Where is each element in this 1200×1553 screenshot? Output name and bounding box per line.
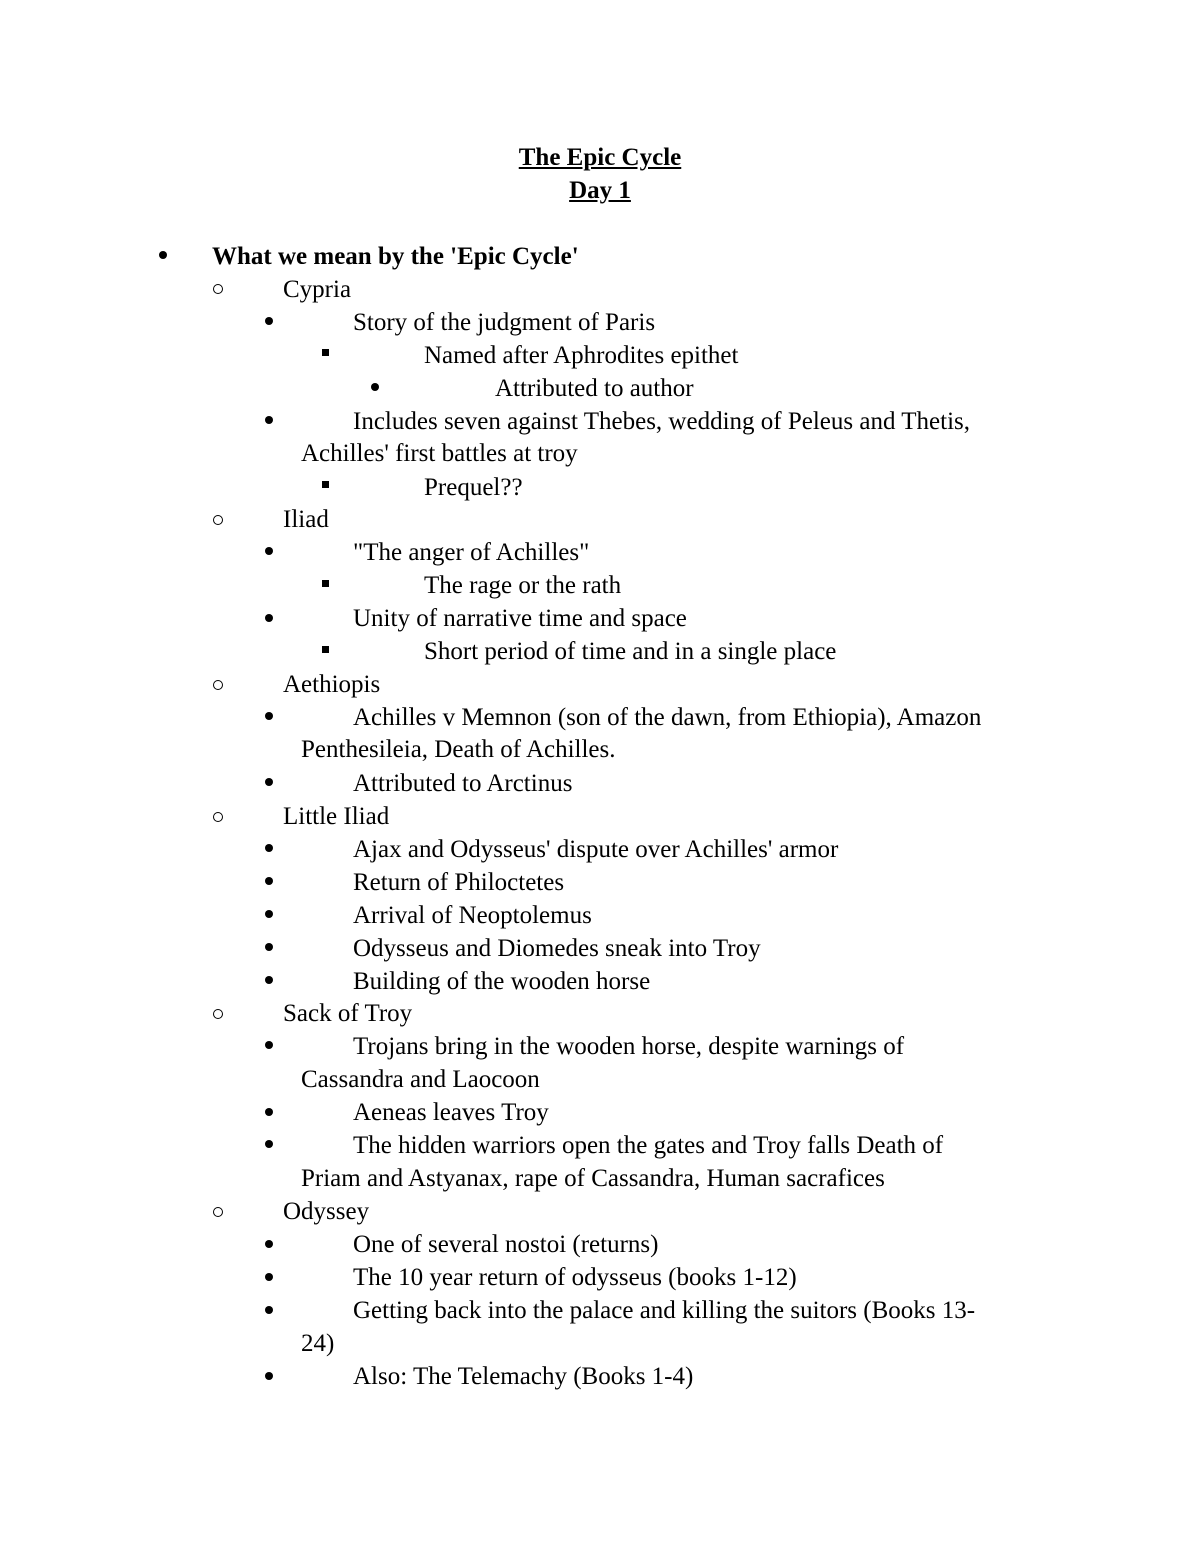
bullet-circle-icon (213, 515, 223, 525)
bullet-square-icon (322, 349, 329, 356)
list-item: "The anger of Achilles" (353, 539, 590, 566)
bullet-disc-icon (265, 910, 273, 918)
list-item: Named after Aphrodites epithet (424, 342, 739, 369)
bullet-disc-icon (265, 547, 273, 555)
list-item: Aeneas leaves Troy (353, 1099, 549, 1126)
list-item: The rage or the rath (424, 572, 622, 599)
bullet-disc-icon (265, 1140, 273, 1148)
bullet-disc-icon (265, 614, 273, 622)
list-item: Ajax and Odysseus' dispute over Achilles' armor (353, 836, 839, 863)
list-item: Achilles v Memnon (son of the dawn, from Ethiopia), Amazon (353, 704, 982, 731)
list-item-continuation: Priam and Astyanax, rape of Cassandra, Human sacrafices (301, 1165, 885, 1192)
bullet-circle-icon (213, 284, 223, 294)
list-item: Attributed to author (495, 375, 694, 402)
list-item-level1: What we mean by the 'Epic Cycle' (212, 243, 579, 270)
bullet-disc-icon (265, 1240, 273, 1248)
document-subtitle: Day 1 (569, 177, 631, 204)
list-item: The hidden warriors open the gates and Troy falls Death of (353, 1132, 944, 1159)
list-item-continuation: 24) (301, 1330, 335, 1357)
bullet-disc-icon (265, 976, 273, 984)
list-item-continuation: Achilles' first battles at troy (301, 440, 578, 467)
list-item: One of several nostoi (returns) (353, 1231, 659, 1258)
list-item: Attributed to Arctinus (353, 770, 573, 797)
list-item: Short period of time and in a single place (424, 638, 837, 665)
list-item-odyssey: Odyssey (283, 1198, 370, 1225)
document-title: The Epic Cycle (518, 144, 682, 171)
bullet-square-icon (322, 580, 329, 587)
list-item: Return of Philoctetes (353, 869, 565, 896)
list-item: Includes seven against Thebes, wedding of Peleus and Thetis, (353, 408, 970, 435)
bullet-disc-icon (265, 1041, 273, 1049)
bullet-disc-icon (265, 317, 273, 325)
bullet-disc-icon (265, 778, 273, 786)
list-item: Building of the wooden horse (353, 968, 651, 995)
list-item: Story of the judgment of Paris (353, 309, 656, 336)
bullet-square-icon (322, 646, 329, 653)
bullet-disc-icon (265, 712, 273, 720)
bullet-circle-icon (213, 1207, 223, 1217)
bullet-disc-icon (265, 877, 273, 885)
list-item-aethiopis: Aethiopis (283, 671, 381, 698)
list-item: Unity of narrative time and space (353, 605, 687, 632)
list-item-iliad: Iliad (283, 506, 329, 533)
list-item: Getting back into the palace and killing the suitors (Books 13- (353, 1297, 976, 1324)
bullet-disc-icon (265, 1273, 273, 1281)
bullet-disc-icon (265, 1372, 273, 1380)
list-item: Also: The Telemachy (Books 1-4) (353, 1363, 694, 1390)
list-item-continuation: Cassandra and Laocoon (301, 1066, 540, 1093)
bullet-disc-icon (371, 383, 379, 391)
list-item: Prequel?? (424, 474, 523, 501)
list-item-continuation: Penthesileia, Death of Achilles. (301, 736, 616, 763)
bullet-disc-icon (265, 844, 273, 852)
bullet-disc-icon (265, 1108, 273, 1116)
list-item: Odysseus and Diomedes sneak into Troy (353, 935, 761, 962)
bullet-square-icon (322, 481, 329, 488)
bullet-circle-icon (213, 1009, 223, 1019)
bullet-disc-icon (265, 1306, 273, 1314)
list-item-cypria: Cypria (283, 276, 352, 303)
bullet-circle-icon (213, 680, 223, 690)
bullet-circle-icon (213, 812, 223, 822)
bullet-disc-icon (265, 943, 273, 951)
list-item: Arrival of Neoptolemus (353, 902, 592, 929)
list-item-little-iliad: Little Iliad (283, 803, 390, 830)
list-item: Trojans bring in the wooden horse, despite warnings of (353, 1033, 905, 1060)
bullet-disc-icon (159, 251, 167, 259)
list-item: The 10 year return of odysseus (books 1-12) (353, 1264, 797, 1291)
list-item-sack-of-troy: Sack of Troy (283, 1000, 413, 1027)
bullet-disc-icon (265, 416, 273, 424)
